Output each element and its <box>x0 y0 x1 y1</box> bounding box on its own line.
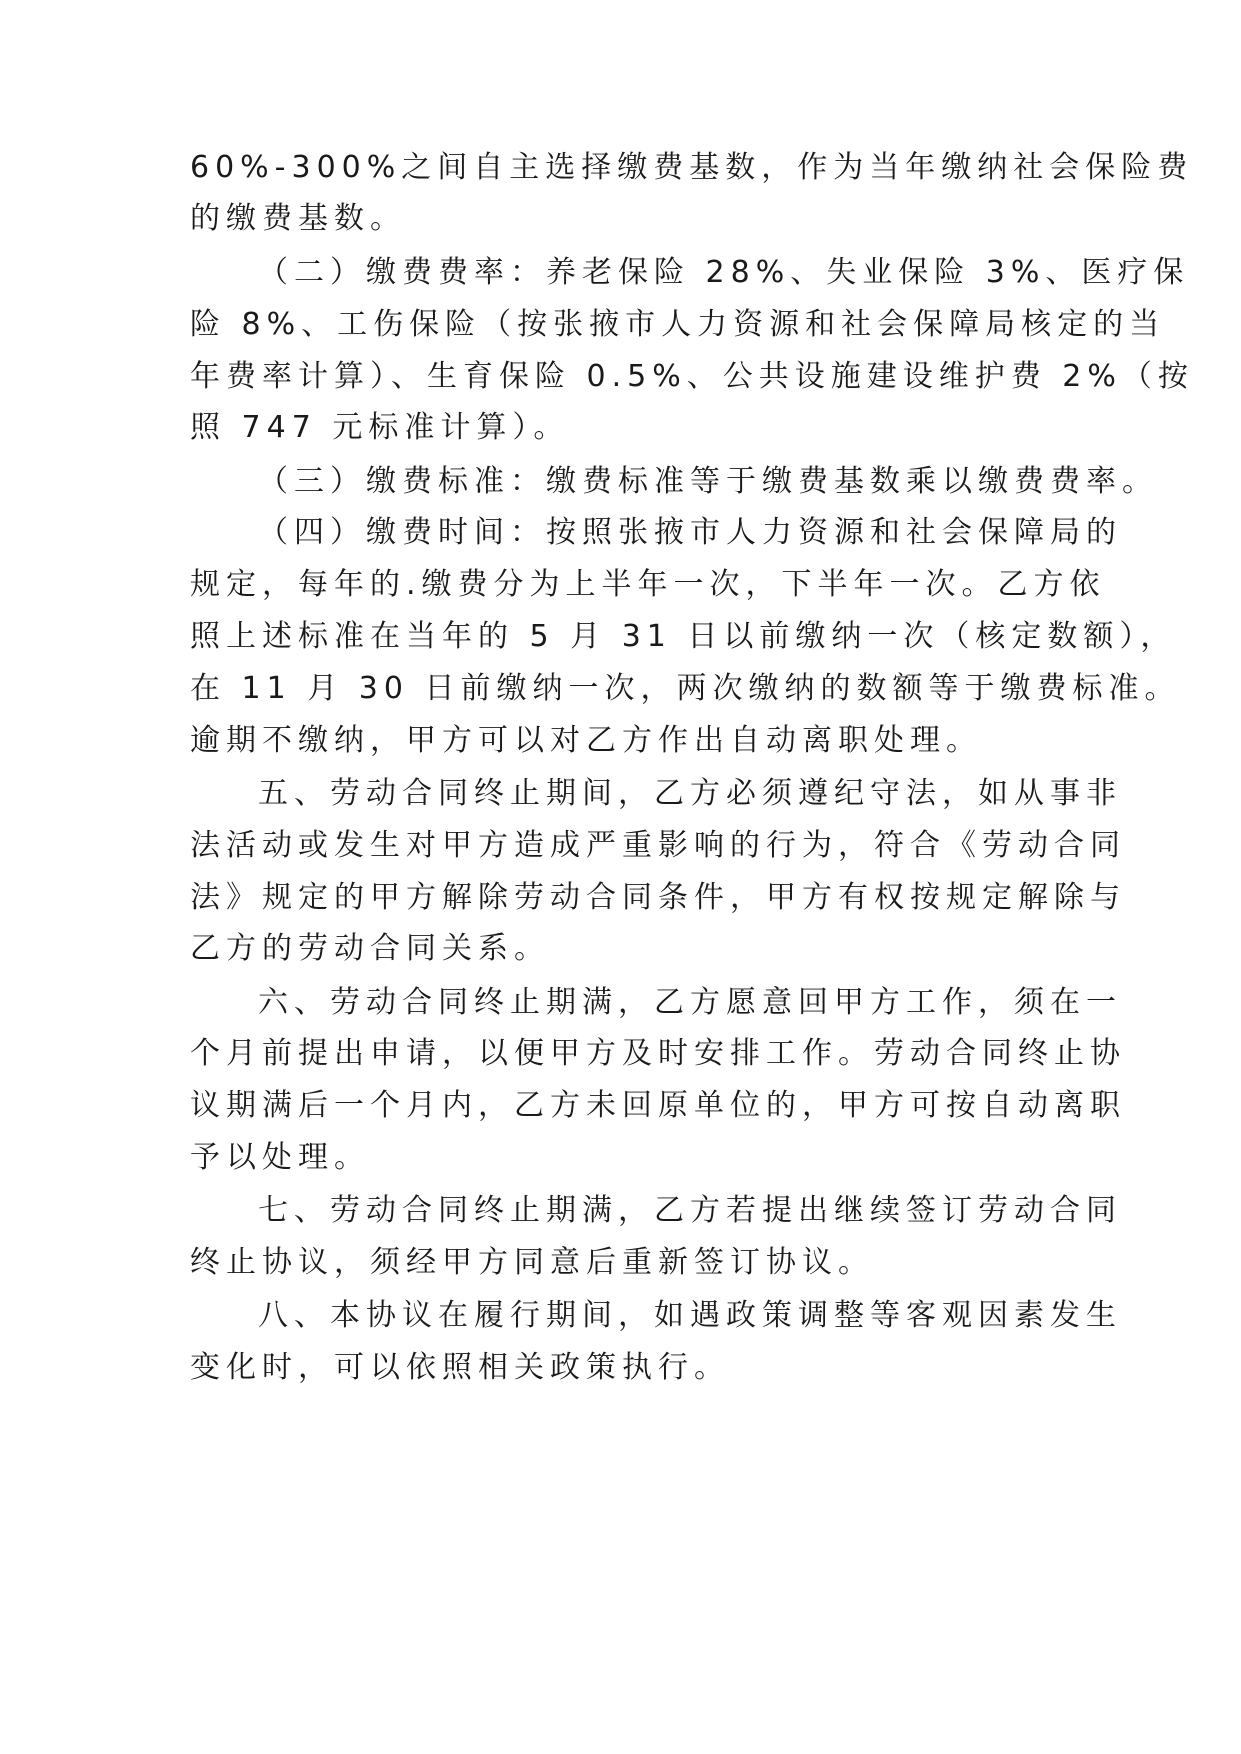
paragraph-line: 规定，每年的.缴费分为上半年一次，下半年一次。乙方依 <box>190 567 1106 602</box>
paragraph-line: 五、劳动合同终止期间，乙方必须遵纪守法，如从事非 <box>258 776 1122 811</box>
paragraph-line: （四）缴费时间：按照张掖市人力资源和社会保障局的 <box>258 515 1122 550</box>
paragraph-line: （二）缴费费率：养老保险 28%、失业保险 3%、医疗保 <box>258 255 1190 290</box>
paragraph-line: 乙方的劳动合同关系。 <box>190 931 550 966</box>
paragraph-line: （三）缴费标准：缴费标准等于缴费基数乘以缴费费率。 <box>258 464 1158 499</box>
paragraph-line: 议期满后一个月内，乙方未回原单位的，甲方可按自动离职 <box>190 1088 1126 1123</box>
paragraph-line: 予以处理。 <box>190 1140 370 1175</box>
paragraph-line: 年费率计算）、生育保险 0.5%、公共设施建设维护费 2%（按 <box>190 359 1194 394</box>
paragraph-line: 照 747 元标准计算）。 <box>190 410 570 445</box>
paragraph-line: 个月前提出申请，以便甲方及时安排工作。劳动合同终止协 <box>190 1036 1126 1071</box>
paragraph-line: 变化时，可以依照相关政策执行。 <box>190 1350 730 1385</box>
paragraph-line: 逾期不缴纳，甲方可以对乙方作出自动离职处理。 <box>190 723 982 758</box>
paragraph-line: 七、劳动合同终止期满，乙方若提出继续签订劳动合同 <box>258 1193 1122 1228</box>
paragraph-line: 险 8%、工伤保险（按张掖市人力资源和社会保障局核定的当 <box>190 307 1166 342</box>
paragraph-line: 六、劳动合同终止期满，乙方愿意回甲方工作，须在一 <box>258 985 1122 1020</box>
paragraph-line: 在 11 月 30 日前缴纳一次，两次缴纳的数额等于缴费标准。 <box>190 671 1181 706</box>
paragraph-line: 法活动或发生对甲方造成严重影响的行为，符合《劳动合同 <box>190 828 1126 863</box>
paragraph-line: 60%-300%之间自主选择缴费基数，作为当年缴纳社会保险费 <box>190 150 1194 185</box>
paragraph-line: 的缴费基数。 <box>190 201 406 236</box>
paragraph-line: 八、本协议在履行期间，如遇政策调整等客观因素发生 <box>258 1298 1122 1333</box>
paragraph-line: 终止协议，须经甲方同意后重新签订协议。 <box>190 1245 874 1280</box>
paragraph-line: 照上述标准在当年的 5 月 31 日以前缴纳一次（核定数额）， <box>190 619 1177 654</box>
paragraph-line: 法》规定的甲方解除劳动合同条件，甲方有权按规定解除与 <box>190 880 1126 915</box>
